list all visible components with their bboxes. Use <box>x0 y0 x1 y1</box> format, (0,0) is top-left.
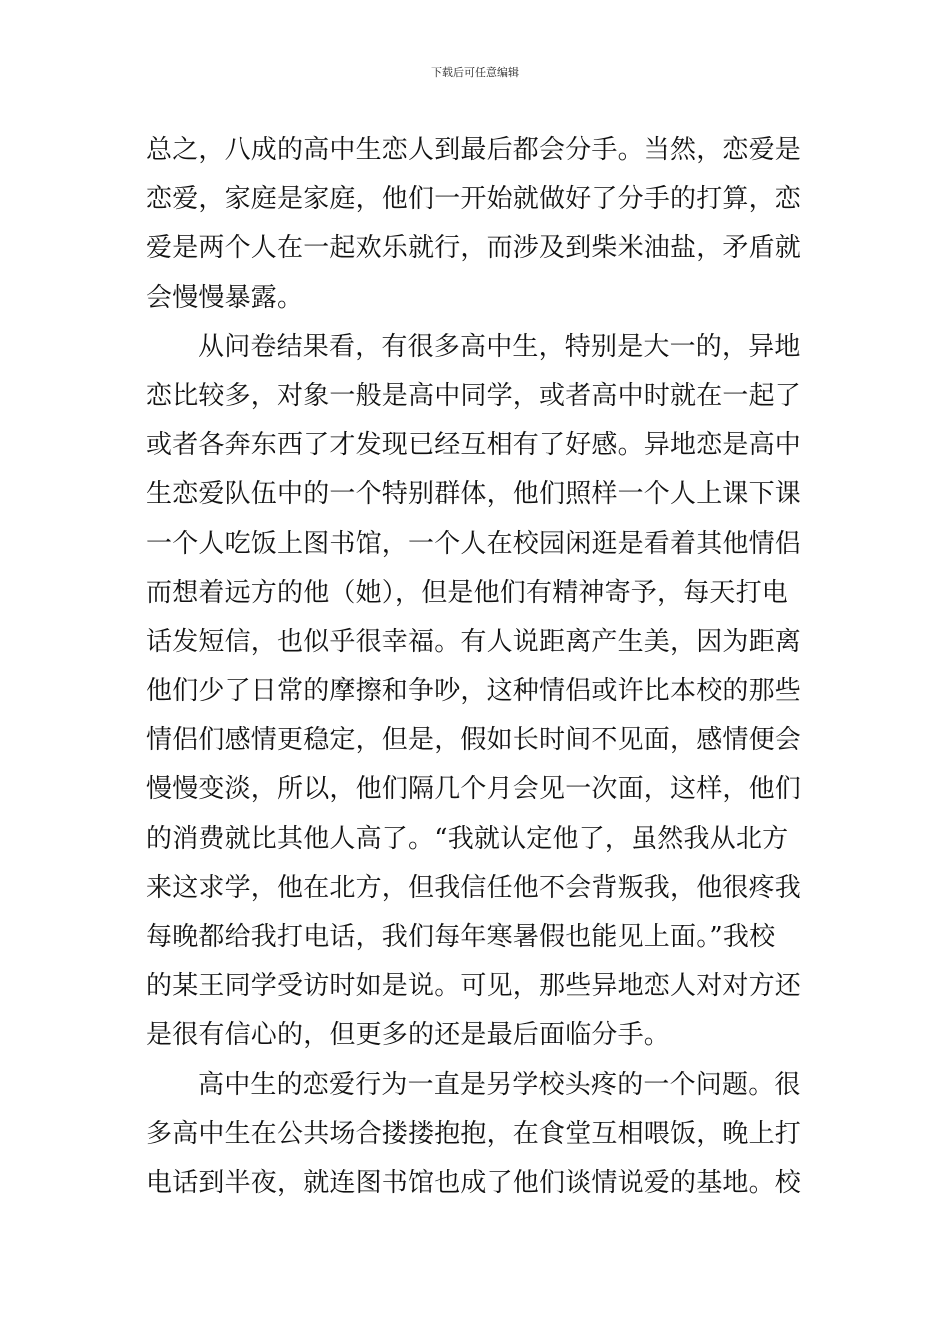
text-line: 而想着远方的他（她），但是他们有精神寄予，每天打电 <box>146 577 789 608</box>
paragraph <box>146 327 806 1065</box>
paragraph <box>146 130 806 327</box>
text-line: 是很有信心的，但更多的还是最后面临分手。 <box>146 1020 671 1051</box>
text-line: 每晚都给我打电话，我们每年寒暑假也能见上面。”我校 <box>146 922 776 952</box>
text-line: 情侣们感情更稳定，但是，假如长时间不见面，感情便会 <box>146 725 802 756</box>
page-header: 下载后可任意编辑 <box>431 66 519 79</box>
text-line: 他们少了日常的摩擦和争吵，这种情侣或许比本校的那些 <box>146 676 802 707</box>
text-line: 话发短信，也似乎很幸福。有人说距离产生美，因为距离 <box>146 626 802 657</box>
text-line: 的消费就比其他人高了。“我就认定他了，虽然我从北方 <box>146 823 789 854</box>
paragraph <box>146 1065 806 1213</box>
text-line: 生恋爱队伍中的一个特别群体，他们照样一个人上课下课 <box>146 479 802 510</box>
text-line: 总之，八成的高中生恋人到最后都会分手。当然，恋爱是 <box>146 135 802 165</box>
text-line: 或者各奔东西了才发现已经互相有了好感。异地恋是高中 <box>146 430 802 461</box>
text-line: 慢慢变淡，所以，他们隔几个月会见一次面，这样，他们 <box>146 774 802 805</box>
text-line: 高中生的恋爱行为一直是另学校头疼的一个问题。很 <box>198 1069 801 1100</box>
text-line: 爱是两个人在一起欢乐就行，而涉及到柴米油盐，矛盾就 <box>146 233 802 264</box>
text-line: 恋爱，家庭是家庭，他们一开始就做好了分手的打算，恋 <box>146 184 802 215</box>
text-line: 一个人吃饭上图书馆，一个人在校园闲逛是看着其他情侣 <box>146 528 802 559</box>
document-body <box>146 130 806 1212</box>
text-line: 来这求学，他在北方，但我信任他不会背叛我，他很疼我 <box>146 872 802 903</box>
text-line: 恋比较多，对象一般是高中同学，或者高中时就在一起了 <box>146 380 802 411</box>
text-line: 从问卷结果看，有很多高中生，特别是大一的，异地 <box>198 331 801 362</box>
text-line: 会慢慢暴露。 <box>146 282 304 313</box>
text-line: 多高中生在公共场合搂搂抱抱，在食堂互相喂饭，晚上打 <box>146 1118 802 1149</box>
text-line: 电话到半夜，就连图书馆也成了他们谈情说爱的基地。校 <box>146 1167 802 1198</box>
text-line: 的某王同学受访时如是说。可见，那些异地恋人对对方还 <box>146 971 802 1002</box>
